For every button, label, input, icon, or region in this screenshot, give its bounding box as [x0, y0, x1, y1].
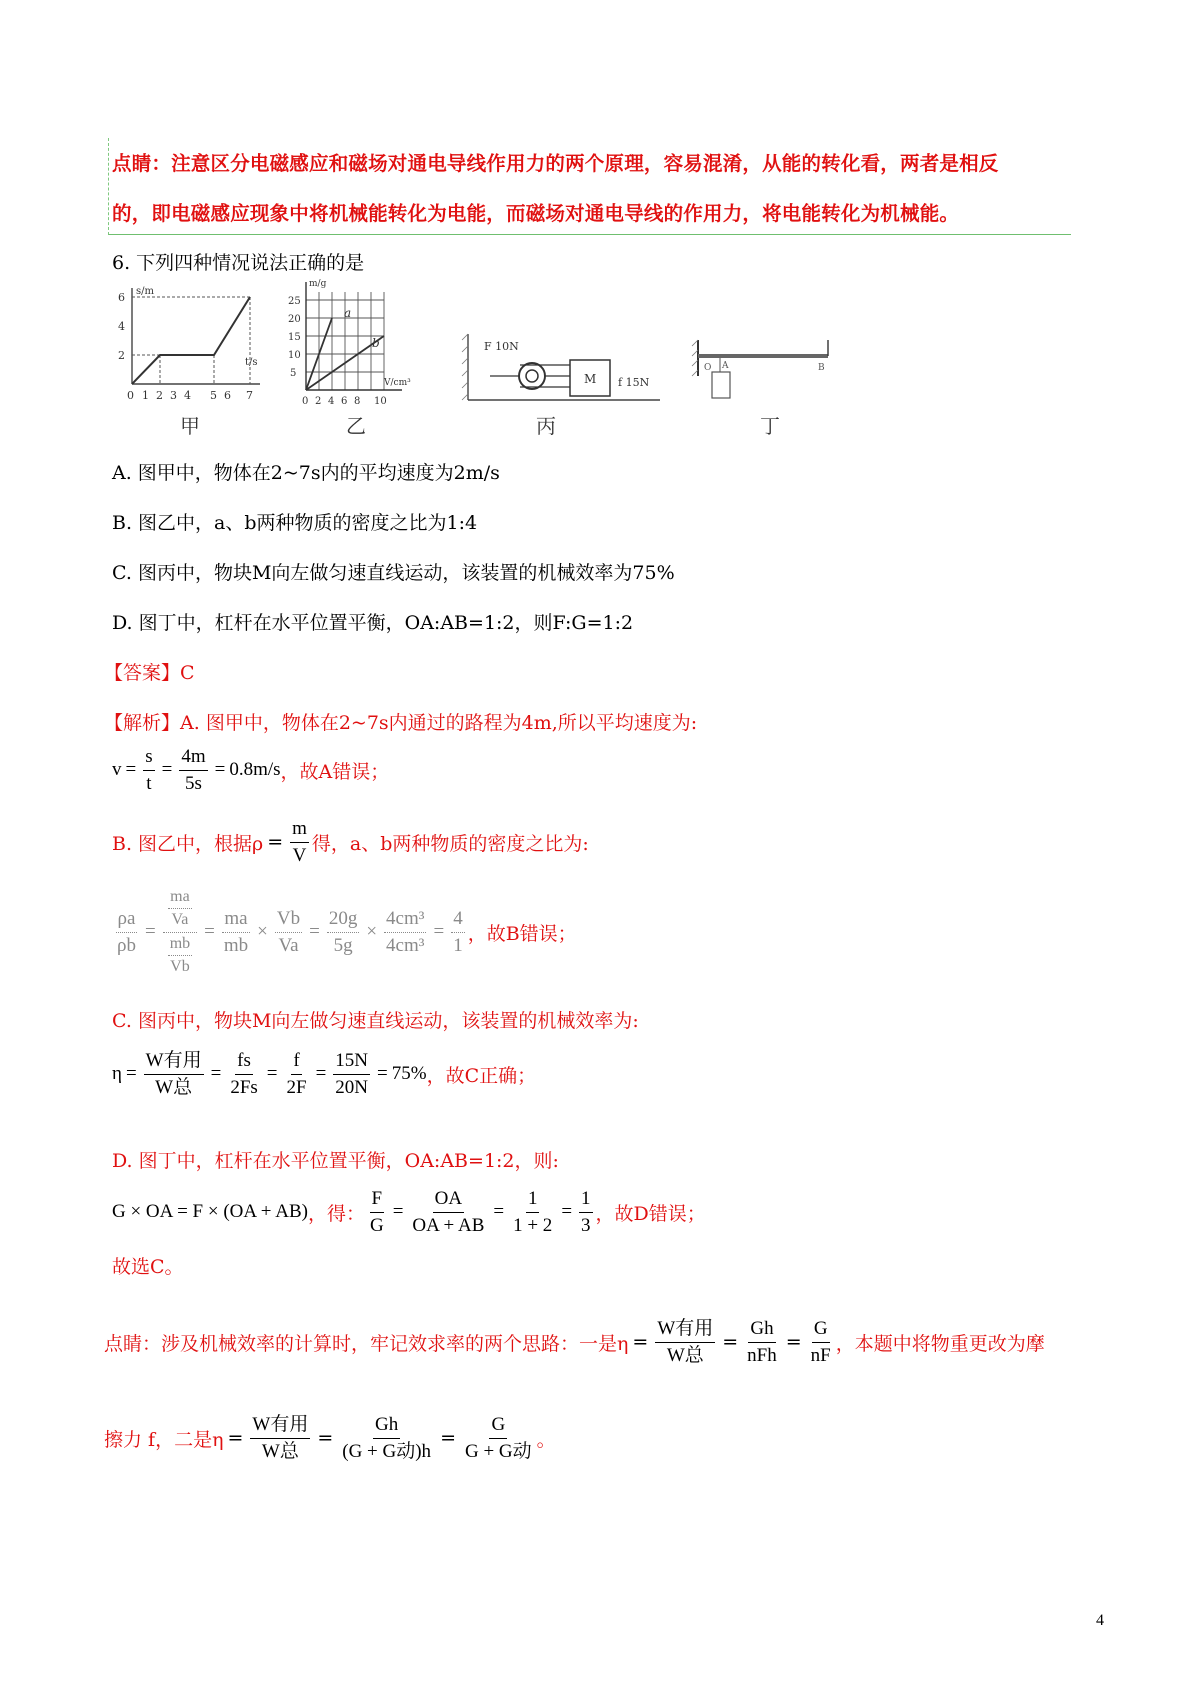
note2-line-1: 点睛：涉及机械效率的计算时，牢记效求率的两个思路：一是η = $\frac{\text{W有用}}{\text{W总}}$ = $\frac{Gh}{\text{nFh}}$ = $\frac{G}{nF}$ ，本题中将物重更改为摩 [104, 1318, 1045, 1366]
jia-xtick: 6 [224, 389, 231, 402]
analysis-prefix: 【解析】 [104, 712, 181, 734]
yi-xlabel: V/cm³ [384, 378, 411, 388]
yi-xtick: 4 [328, 396, 335, 407]
b-tail: ，故B错误； [467, 922, 577, 945]
a-lhs: v [112, 759, 122, 781]
ding-label-A: A [722, 361, 729, 371]
analysis-b-formula: $\frac{\rho a}{\rho b}$ = $\frac{\frac{ma}{Va}}{\frac{mb}{Vb}}$ = $\frac{ma}{mb}$ × $\frac{Vb}{Va}$ = $\frac{20g}{5g}$ × $\frac{\text{4cm³}}{\text{4cm³}}$ = $\frac{4}{1}$ ，故B错误； [117, 888, 577, 976]
figure-label-jia: 甲 [180, 414, 200, 438]
note2-line-2: 擦力 f，二是η = $\frac{\text{W有用}}{\text{W总}}$ = $\frac{Gh}{\text{(G + G动)h}}$ = $\frac{G}{\text{G + G动}}$ 。 [104, 1414, 556, 1462]
yi-ytick: 5 [290, 368, 297, 379]
analysis-c-intro: C. 图丙中，物块M向左做匀速直线运动，该装置的机械效率为: [112, 1010, 639, 1032]
a-frac-1: $\frac{s}{t}$ [145, 746, 153, 794]
figure-label-yi: 乙 [346, 414, 366, 438]
jia-xtick: 1 [142, 389, 149, 402]
a-frac-2: $\frac{4m}{5s}$ [181, 746, 206, 794]
jia-xtick: 7 [246, 389, 253, 402]
jia-xtick: 3 [170, 389, 177, 402]
note-line-2: 的，即电磁感应现象中将机械能转化为电能，而磁场对通电导线的作用力，将电能转化为机械能。 [112, 202, 960, 225]
jia-ytick: 4 [118, 320, 125, 333]
option-c: C. 图丙中，物块M向左做匀速直线运动，该装置的机械效率为75% [112, 562, 675, 584]
yi-label-b: b [372, 336, 380, 350]
figure-ding [690, 336, 840, 406]
yi-xtick: 0 [302, 396, 309, 407]
answer-prefix: 【答案】 [104, 662, 181, 684]
option-a: A. 图甲中，物体在2~7s内的平均速度为2m/s [112, 462, 500, 484]
jia-ylabel: s/m [136, 286, 154, 297]
yi-label-a: a [344, 306, 352, 320]
question-stem: 6. 下列四种情况说法正确的是 [112, 252, 365, 274]
figure-label-bing: 丙 [536, 414, 556, 438]
jia-ytick: 6 [118, 291, 125, 304]
jia-ytick: 2 [118, 349, 125, 362]
figure-jia [110, 280, 270, 410]
jia-xtick: 4 [184, 389, 191, 402]
yi-xtick: 6 [341, 396, 348, 407]
bing-label-f: f 15N [618, 376, 650, 389]
bing-label-F: F 10N [484, 340, 519, 353]
bing-label-M: M [584, 372, 597, 386]
a-result: 0.8m/s [229, 759, 281, 781]
analysis-c-formula: η = $\frac{\text{W有用}}{\text{W总}}$ = $\frac{fs}{2Fs}$ = $\frac{f}{2F}$ = $\frac{15N}{20N}$ = 75% ，故C正确； [112, 1050, 537, 1098]
yi-ytick: 20 [288, 314, 301, 325]
answer-line [104, 658, 195, 685]
analysis-conclusion: 故选C。 [112, 1256, 184, 1278]
yi-ytick: 15 [288, 332, 301, 343]
analysis-a-formula: v = $\frac{s}{t}$ = $\frac{4m}{5s}$ = 0.8m/s ，故A错误； [112, 746, 390, 794]
jia-xtick: 0 [127, 389, 134, 402]
option-d: D. 图丁中，杠杆在水平位置平衡，OA:AB=1:2，则F:G=1:2 [112, 612, 634, 634]
a-tail: ，故A错误； [280, 760, 390, 783]
yi-ylabel: m/g [309, 279, 327, 289]
option-b: B. 图乙中，a、b两种物质的密度之比为1:4 [112, 512, 478, 534]
answer-value: C [180, 662, 195, 684]
b-intro-frac: $\frac{m}{V}$ [292, 818, 307, 866]
analysis-a-intro [104, 708, 697, 735]
ding-label-O: O [704, 363, 712, 373]
figure-yi [284, 272, 434, 412]
yi-ytick: 25 [288, 296, 301, 307]
jia-xtick: 5 [210, 389, 217, 402]
analysis-a-text: A. 图甲中，物体在2~7s内通过的路程为4m,所以平均速度为: [180, 712, 698, 734]
figure-label-ding: 丁 [760, 414, 780, 438]
yi-ytick: 10 [288, 350, 301, 361]
page-number: 4 [1096, 1612, 1104, 1629]
note-line-1: 点睛：注意区分电磁感应和磁场对通电导线作用力的两个原理，容易混淆，从能的转化看，两者是相反 [112, 152, 999, 175]
jia-xlabel: t/s [245, 357, 258, 368]
analysis-d-intro: D. 图丁中，杠杆在水平位置平衡，OA:AB=1:2，则: [112, 1150, 559, 1172]
figure-bing [460, 320, 670, 410]
yi-xtick: 2 [315, 396, 322, 407]
jia-line [132, 297, 250, 384]
yi-xtick: 8 [354, 396, 361, 407]
analysis-b-intro: B. 图乙中，根据ρ = $\frac{m}{V}$ 得，a、b两种物质的密度之比为: [112, 818, 589, 866]
ding-label-B: B [818, 363, 825, 373]
jia-xtick: 2 [156, 389, 163, 402]
analysis-d-formula: G × OA = F × (OA + AB) ，得： $\frac{F}{G}$ = $\frac{OA}{OA + AB}$ = $\frac{1}{1 + 2}$ = $\frac{1}{3}$ ，故D错误； [112, 1188, 706, 1236]
yi-xtick: 10 [374, 396, 387, 407]
